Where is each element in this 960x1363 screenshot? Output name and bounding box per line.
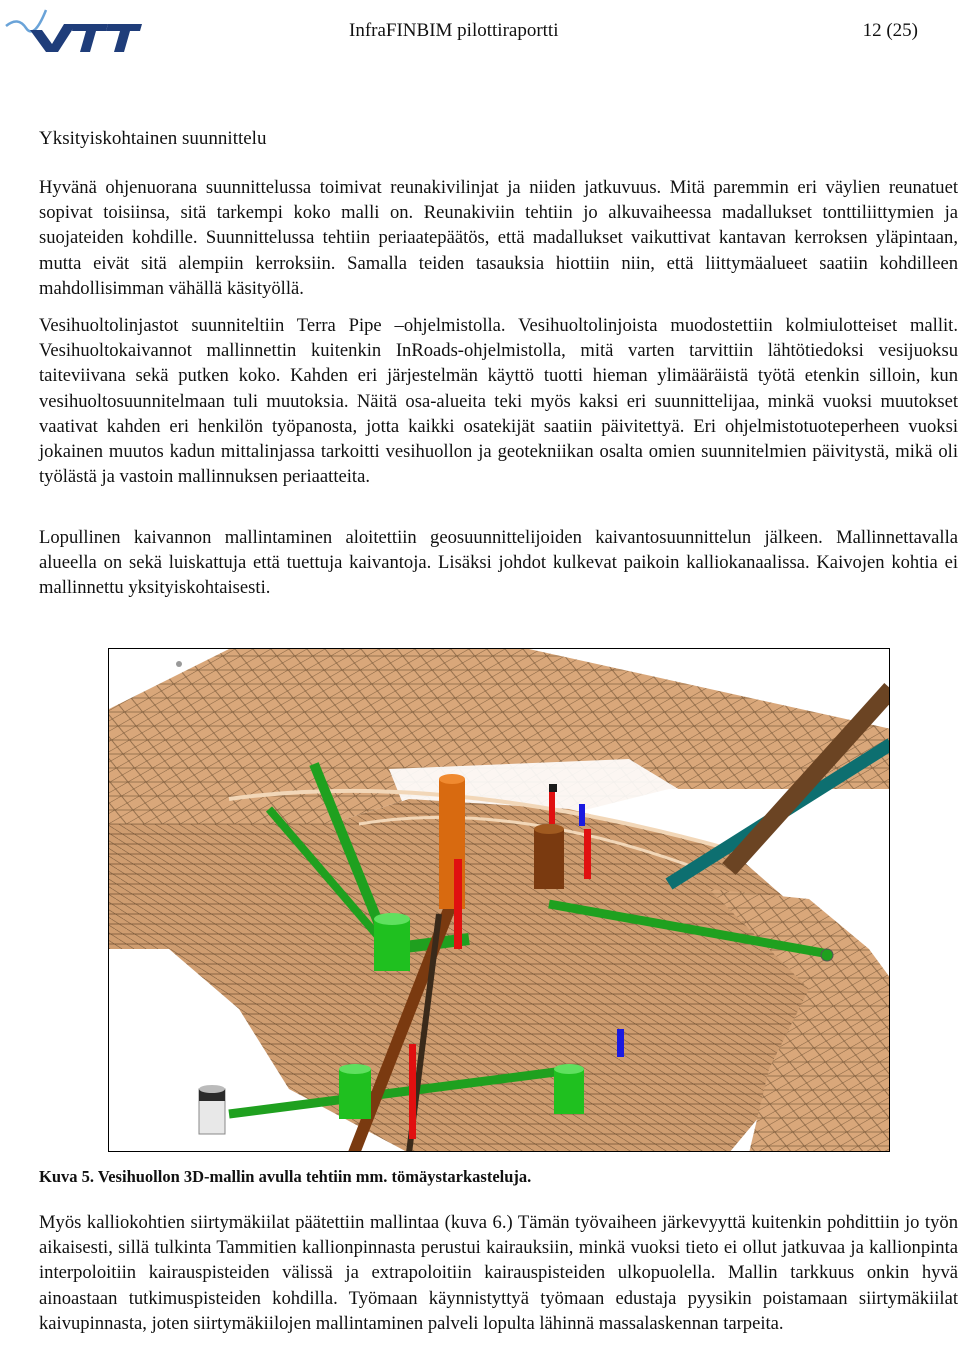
document-title: InfraFINBIM pilottiraportti	[349, 20, 559, 41]
blue-pipe	[617, 1029, 624, 1057]
paragraph: Myös kalliokohtien siirtymäkiilat päätettiin mallintaa (kuva 6.) Tämän työvaiheen järkevyyttä kuitenkin pohdittiin jo työn aikaisesti, sillä tulkinta Tammitien kallionpinnasta perustui kairauksiin, minkä vuoksi tieto ei ollut jatkuvaa ja kallionpinta interpoloitiin kairauspisteiden välissä ja extrapoloitiin kairauspisteiden ulkopuolella. Mallin tarkkuus onkin hyvä ainoastaan tutkimuspisteiden kohdilla. Työmaan käynnistyttyä työmaan edustaja pyysikin poistamaan siirtymäkiilat kaivupinnasta, joten siirtymäkiilojen mallintaminen palveli lopulta lähinnä massalaskennan tarpeita.	[39, 1212, 958, 1334]
3d-model-render	[109, 649, 890, 1152]
figure-caption: Kuva 5. Vesihuollon 3D-mallin avulla tehtiin mm. tömäystarkasteluja.	[39, 1167, 532, 1186]
vtt-logo	[4, 4, 144, 54]
section-heading: Yksityiskohtainen suunnittelu	[39, 128, 267, 149]
paragraph: Lopullinen kaivannon mallintaminen aloitettiin geosuunnittelijoiden kaivantosuunnittelun jälkeen. Mallinnettavalla alueella on sekä luiskattuja että tuettuja kaivantoja. Lisäksi johdot kulkevat paikoin kalliokanaalissa. Kaivojen kohtia ei mallinnettu yksityiskohtaisesti.	[39, 527, 958, 599]
red-pipe	[454, 859, 462, 949]
paragraph: Hyvänä ohjenuorana suunnittelussa toimivat reunakivilinjat ja niiden jatkuvuus. Mitä paremmin eri väylien reunatuet sopivat toisiinsa, sitä tarkempi koko malli on. Reunakiviin tehtiin jo alkuvaiheessa madallukset tonttiliittymien ja suojateiden kohdille. Suunnittelussa tehtiin periaatepäätös, että madallukset vaikuttivat kantavan kerroksen yläpintaan, mutta eivät sitä alempiin kerroksiin. Samalla teiden tasauksia hiottiin niin, että liittymäalueet saatiin kohdilleen mahdollisimman vähällä käsityöllä.	[39, 177, 958, 299]
figure-3d-model	[108, 648, 890, 1152]
green-manhole	[374, 919, 410, 971]
page-number: 12 (25)	[862, 20, 918, 41]
paragraph: Vesihuoltolinjastot suunniteltiin Terra Pipe –ohjelmistolla. Vesihuoltolinjoista muodostettiin kolmiulotteiset mallit. Vesihuoltokaivannot mallinnettin kuitenkin InRoads-ohjelmistolla, mitä varten tarvittiin lähtötiedoksi vesijuoksu taiteviivana sekä putken koko. Kahden eri järjestelmän käyttö tuotti hieman ylimääräistä työtä etenkin silloin, kun vesihuoltosuunnitelmaan tuli muutoksia. Näitä osa-alueita teki myös kaksi eri suunnittelijaa, minkä vuoksi muutokset vaativat kahden eri henkilön työpanosta, jotta kaikki osatekijät saatiin päivitettyä. Eri ohjelmistotuoteperheen vuoksi jokainen muutos kadun mittalinjassa tarkoitti vesihuollon ja geotekniikan osalta omien suunnitelmien päivitystä, mikä oli työlästä ja vastoin mallinnuksen periaatteita.	[39, 315, 958, 488]
